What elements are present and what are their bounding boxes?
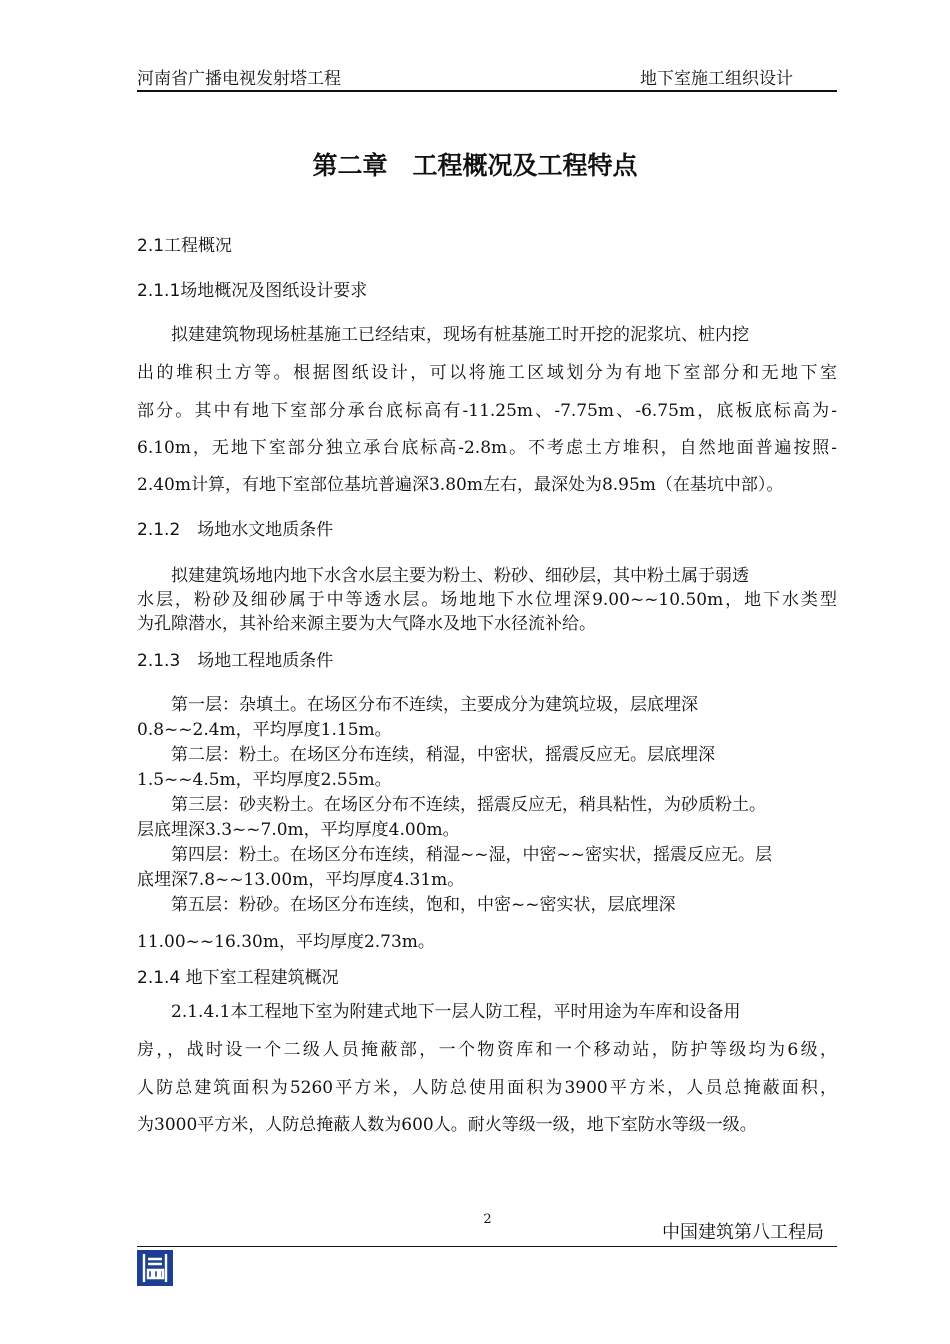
text-line: 0.8~~2.4m，平均厚度1.15m。: [137, 720, 392, 740]
section-heading-2-1-2: 2.1.2 场地水文地质条件: [137, 520, 334, 540]
footer-company: 中国建筑第八工程局: [662, 1222, 824, 1243]
chapter-title: 第二章 工程概况及工程特点: [312, 151, 638, 180]
text-line: 水层，粉砂及细砂属于中等透水层。场地地下水位埋深9.00~~10.50m，地下水类型: [137, 590, 837, 610]
page-header-left: 河南省广播电视发射塔工程: [137, 69, 341, 89]
text-line: 出的堆积土方等。根据图纸设计，可以将施工区域划分为有地下室部分和无地下室: [137, 363, 837, 383]
section-heading-2-1-3: 2.1.3 场地工程地质条件: [137, 651, 334, 671]
section-heading-2-1: 2.1工程概况: [137, 236, 233, 256]
page-header-right: 地下室施工组织设计: [640, 69, 793, 89]
text-line: 为3000平方米，人防总掩蔽人数为600人。耐火等级一级，地下室防水等级一级。: [137, 1115, 757, 1135]
text-line: 拟建建筑场地内地下水含水层主要为粉土、粉砂、细砂层，其中粉土属于弱透: [171, 566, 749, 586]
text-line: 为孔隙潜水，其补给来源主要为大气降水及地下水径流补给。: [137, 614, 596, 634]
text-line: 第五层：粉砂。在场区分布连续，饱和，中密~~密实状，层底埋深: [171, 895, 676, 915]
text-line: 第四层：粉土。在场区分布连续，稍湿~~湿，中密~~密实状，摇震反应无。层: [171, 845, 772, 865]
text-line: 房，，战时设一个二级人员掩蔽部，一个物资库和一个移动站，防护等级均为6级，: [137, 1040, 837, 1060]
text-line: 拟建建筑物现场桩基施工已经结束，现场有桩基施工时开挖的泥浆坑、桩内挖: [171, 325, 749, 345]
text-line: 6.10m，无地下室部分独立承台底标高-2.8m。不考虑土方堆积，自然地面普遍按照-: [137, 438, 837, 458]
footer-rule: [137, 1246, 837, 1247]
text-line: 第一层：杂填土。在场区分布不连续，主要成分为建筑垃圾，层底埋深: [171, 695, 698, 715]
cscec-logo-graphic: [137, 1250, 173, 1286]
text-line: 2.40m计算，有地下室部位基坑普遍深3.80m左右，最深处为8.95m（在基坑中部）。: [137, 475, 784, 495]
section-heading-2-1-1: 2.1.1场地概况及图纸设计要求: [137, 281, 368, 301]
text-line: 底埋深7.8~~13.00m，平均厚度4.31m。: [137, 870, 465, 890]
text-line: 2.1.4.1本工程地下室为附建式地下一层人防工程，平时用途为车库和设备用: [171, 1002, 741, 1022]
text-line: 人防总建筑面积为5260平方米，人防总使用面积为3900平方米，人员总掩蔽面积，: [137, 1078, 837, 1098]
header-rule: [137, 90, 837, 92]
page-number: 2: [483, 1212, 492, 1227]
text-line: 第二层：粉土。在场区分布连续，稍湿，中密状，摇震反应无。层底埋深: [171, 745, 715, 765]
cscec-logo-icon: [137, 1250, 173, 1286]
text-line: 11.00~~16.30m，平均厚度2.73m。: [137, 932, 435, 952]
text-line: 部分。其中有地下室部分承台底标高有-11.25m、-7.75m、-6.75m，底板底标高为-: [137, 401, 837, 421]
section-heading-2-1-4: 2.1.4 地下室工程建筑概况: [137, 968, 339, 988]
text-line: 层底埋深3.3~~7.0m，平均厚度4.00m。: [137, 820, 460, 840]
text-line: 第三层：砂夹粉土。在场区分布不连续，摇震反应无，稍具粘性，为砂质粉土。: [171, 795, 766, 815]
text-line: 1.5~~4.5m，平均厚度2.55m。: [137, 770, 392, 790]
